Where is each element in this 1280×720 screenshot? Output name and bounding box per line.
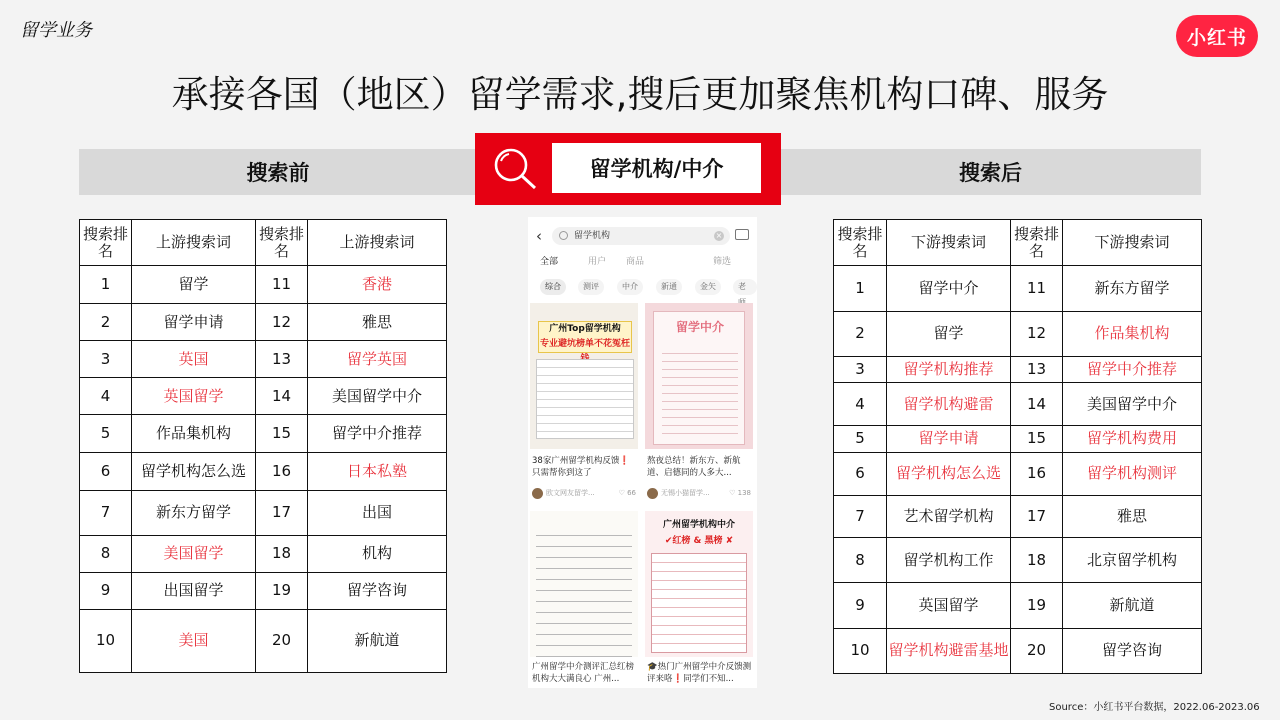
table-row	[834, 583, 1202, 628]
header-rank: 搜索排名	[1011, 220, 1063, 266]
term-cell: 留学	[887, 311, 1011, 356]
rank-cell: 11	[256, 266, 308, 304]
table-row	[80, 415, 447, 453]
rank-cell: 5	[834, 426, 887, 452]
rank-cell: 2	[834, 311, 887, 356]
table-row	[80, 266, 447, 304]
filter-chip: 测评	[578, 279, 604, 295]
camera-icon	[735, 229, 749, 240]
term-cell: 香港	[308, 266, 447, 304]
clear-icon: ×	[715, 231, 723, 240]
table-row	[80, 609, 447, 672]
term-cell: 英国	[132, 341, 256, 378]
term-cell: 出国	[308, 490, 447, 535]
filter-chip: 老	[733, 279, 757, 295]
rank-cell: 20	[1011, 628, 1063, 673]
rank-cell: 13	[1011, 356, 1063, 382]
table-row	[80, 378, 447, 415]
header-rank: 搜索排名	[80, 220, 132, 266]
term-cell: 留学机构工作	[887, 538, 1011, 583]
rank-cell: 18	[256, 535, 308, 572]
term-cell: 留学机构费用	[1063, 426, 1202, 452]
table-row	[834, 452, 1202, 495]
rank-cell: 20	[256, 609, 308, 672]
phone-tab: 用户	[588, 257, 607, 267]
term-cell: 英国留学	[132, 378, 256, 415]
term-cell: 留学机构推荐	[887, 356, 1011, 382]
rank-cell: 3	[834, 356, 887, 382]
term-cell: 留学申请	[887, 426, 1011, 452]
note-thumbnail	[530, 303, 638, 449]
table-row	[80, 572, 447, 609]
thumbnail-title: 广州Top留学机构 专业避坑榜单不花冤枉	[538, 321, 632, 353]
rank-cell: 19	[256, 572, 308, 609]
rank-cell: 7	[80, 490, 132, 535]
term-cell: 留学申请	[132, 304, 256, 341]
term-cell: 留学咨询	[308, 572, 447, 609]
phone-tab: 筛选	[713, 257, 732, 267]
rank-cell: 9	[80, 572, 132, 609]
phone-search-bar	[534, 225, 751, 247]
rank-cell: 6	[834, 452, 887, 495]
table-row	[834, 356, 1202, 382]
filter-chip: 中介	[617, 279, 643, 295]
note-thumbnail	[530, 511, 638, 657]
table-row	[834, 383, 1202, 426]
term-cell: 留学咨询	[1063, 628, 1202, 673]
term-cell: 留学中介推荐	[308, 415, 447, 453]
table-header-row	[80, 220, 447, 266]
table-row	[834, 311, 1202, 356]
rank-cell: 12	[256, 304, 308, 341]
rank-cell: 8	[80, 535, 132, 572]
phone-tab: 商品	[626, 257, 645, 267]
search-term-label: 留学机构/中介	[552, 143, 761, 193]
note-author: 欧文网友留学...	[546, 489, 595, 497]
rank-cell: 15	[1011, 426, 1063, 452]
term-cell: 美国	[132, 609, 256, 672]
rank-cell: 13	[256, 341, 308, 378]
term-cell: 留学机构避雷	[887, 383, 1011, 426]
like-count: ♡ 138	[729, 489, 751, 497]
note-thumbnail	[645, 511, 753, 657]
avatar	[532, 488, 543, 499]
table-row	[80, 304, 447, 341]
table-before-search	[79, 219, 447, 673]
note-caption: 广州留学中介测评汇总红榜机构大大满良心 广州...	[532, 662, 635, 684]
band-after-search: 搜索后	[780, 149, 1201, 195]
header-term: 上游搜索词	[132, 220, 256, 266]
xiaohongshu-logo: 小红书	[1176, 15, 1258, 57]
rank-cell: 14	[1011, 383, 1063, 426]
rank-cell: 7	[834, 495, 887, 537]
term-cell: 新航道	[308, 609, 447, 672]
term-cell: 北京留学机构	[1063, 538, 1202, 583]
note-meta	[532, 487, 638, 499]
rank-cell: 10	[834, 628, 887, 673]
filter-chip: 金矢	[695, 279, 721, 295]
magnifier-icon	[491, 145, 541, 193]
header-rank: 搜索排名	[834, 220, 887, 266]
rank-cell: 5	[80, 415, 132, 453]
note-meta	[647, 487, 753, 499]
phone-screenshot	[528, 217, 757, 688]
like-count: ♡ 66	[618, 489, 636, 497]
term-cell: 英国留学	[887, 583, 1011, 628]
phone-tab: 全部	[540, 257, 559, 267]
note-caption: 🎓热门广州留学中介反馈测评来咯❗同学们不知...	[647, 662, 752, 684]
note-card	[530, 511, 638, 688]
back-icon: ‹	[536, 227, 542, 245]
term-cell: 留学机构怎么选	[132, 453, 256, 490]
filter-chip: 新通	[656, 279, 682, 295]
term-cell: 留学英国	[308, 341, 447, 378]
source-note: Source：小红书平台数据，2022.06-2023.06	[1049, 702, 1260, 713]
rank-cell: 14	[256, 378, 308, 415]
rank-cell: 6	[80, 453, 132, 490]
table-row	[834, 628, 1202, 673]
term-cell: 作品集机构	[132, 415, 256, 453]
header-term: 下游搜索词	[887, 220, 1011, 266]
table-row	[80, 453, 447, 490]
table-row	[80, 535, 447, 572]
table-header-row	[834, 220, 1202, 266]
rank-cell: 19	[1011, 583, 1063, 628]
term-cell: 美国留学中介	[1063, 383, 1202, 426]
rank-cell: 4	[834, 383, 887, 426]
band-before-search: 搜索前	[79, 149, 477, 195]
term-cell: 留学机构避雷基地	[887, 628, 1011, 673]
phone-tabs	[538, 254, 753, 270]
thumbnail-title: 留学中介	[675, 320, 724, 334]
term-cell: 出国留学	[132, 572, 256, 609]
term-cell: 留学机构怎么选	[887, 452, 1011, 495]
term-cell: 作品集机构	[1063, 311, 1202, 356]
term-cell: 新东方留学	[132, 490, 256, 535]
header-rank: 搜索排名	[256, 220, 308, 266]
rank-cell: 17	[1011, 495, 1063, 537]
section-tag: 留学业务	[20, 20, 92, 41]
search-term-banner	[475, 133, 781, 205]
note-card	[530, 303, 638, 503]
note-caption: 熬夜总结！新东方、新航道、启德同的人多大...	[647, 456, 741, 478]
phone-filter-chips	[540, 279, 757, 295]
note-author: 无锡小猫留学...	[661, 489, 710, 497]
table-after-search	[833, 219, 1202, 674]
header-term: 上游搜索词	[308, 220, 447, 266]
term-cell: 留学机构测评	[1063, 452, 1202, 495]
table-row	[80, 490, 447, 535]
note-thumbnail	[645, 303, 753, 449]
rank-cell: 4	[80, 378, 132, 415]
header-term: 下游搜索词	[1063, 220, 1202, 266]
term-cell: 雅思	[1063, 495, 1202, 537]
term-cell: 艺术留学机构	[887, 495, 1011, 537]
search-icon	[559, 231, 568, 240]
rank-cell: 12	[1011, 311, 1063, 356]
term-cell: 日本私塾	[308, 453, 447, 490]
rank-cell: 10	[80, 609, 132, 672]
table-row	[80, 341, 447, 378]
table-row	[834, 266, 1202, 311]
term-cell: 机构	[308, 535, 447, 572]
term-cell: 留学	[132, 266, 256, 304]
table-row	[834, 538, 1202, 583]
rank-cell: 11	[1011, 266, 1063, 311]
term-cell: 新航道	[1063, 583, 1202, 628]
thumbnail-title: 广州留学机构中介 ✔红榜 & 黑榜 ✘	[662, 520, 735, 546]
term-cell: 新东方留学	[1063, 266, 1202, 311]
note-card	[645, 303, 753, 503]
rank-cell: 16	[1011, 452, 1063, 495]
term-cell: 雅思	[308, 304, 447, 341]
rank-cell: 1	[80, 266, 132, 304]
term-cell: 美国留学	[132, 535, 256, 572]
note-card	[645, 511, 753, 688]
rank-cell: 9	[834, 583, 887, 628]
rank-cell: 16	[256, 453, 308, 490]
phone-search-text: 留学机构	[574, 231, 611, 241]
term-cell: 美国留学中介	[308, 378, 447, 415]
table-row	[834, 426, 1202, 452]
rank-cell: 8	[834, 538, 887, 583]
term-cell: 留学中介	[887, 266, 1011, 311]
avatar	[647, 488, 658, 499]
page-title: 承接各国（地区）留学需求,搜后更加聚焦机构口碑、服务	[171, 73, 1109, 116]
rank-cell: 1	[834, 266, 887, 311]
rank-cell: 3	[80, 341, 132, 378]
note-caption: 38家广州留学机构反馈❗只需帮你到这了	[532, 456, 630, 478]
phone-search-field	[552, 227, 730, 245]
rank-cell: 2	[80, 304, 132, 341]
rank-cell: 18	[1011, 538, 1063, 583]
rank-cell: 17	[256, 490, 308, 535]
rank-cell: 15	[256, 415, 308, 453]
table-row	[834, 495, 1202, 537]
filter-chip: 综合	[540, 279, 566, 295]
term-cell: 留学中介推荐	[1063, 356, 1202, 382]
